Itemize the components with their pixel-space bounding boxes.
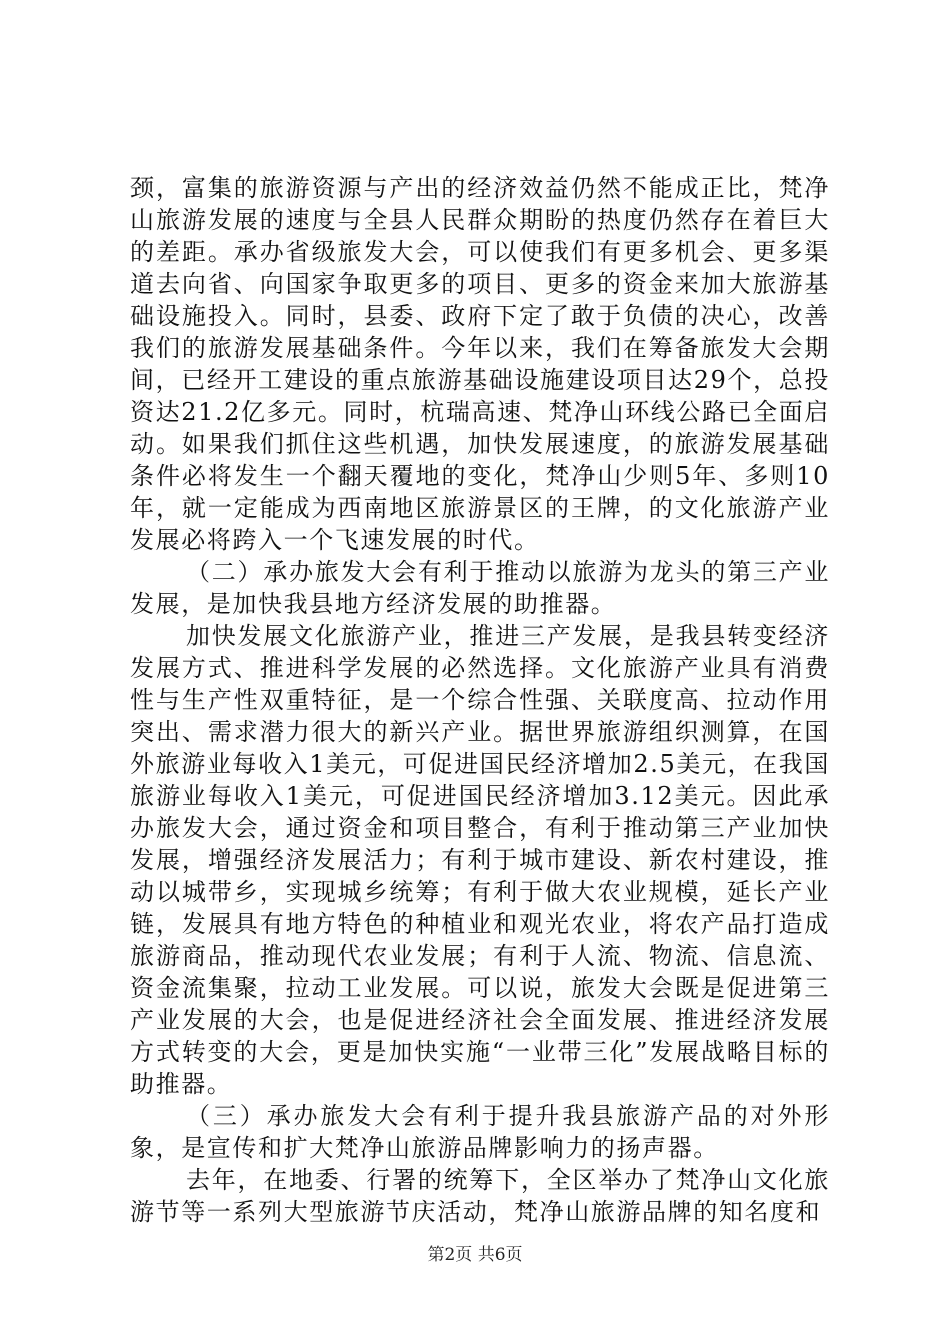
- paragraph-last-year: 去年，在地委、行署的统筹下，全区举办了梵净山文化旅游节等一系列大型旅游节庆活动，梵净山旅游品牌的知名度和: [130, 1166, 830, 1226]
- paragraph-continuation: 颈，富集的旅游资源与产出的经济效益仍然不能成正比，梵净山旅游发展的速度与全县人民群众期盼的热度仍然存在着巨大的差距。承办省级旅发大会，可以使我们有更多机会、更多渠道去向省、向国家争取更多的项目、更多的资金来加大旅游基础设施投入。同时，县委、政府下定了敢于负债的决心，改善我们的旅游发展基础条件。今年以来，我们在筹备旅发大会期间，已经开工建设的重点旅游基础设施建设项目达29个，总投资达21.2亿多元。同时，杭瑞高速、梵净山环线公路已全面启动。如果我们抓住这些机遇，加快发展速度，的旅游发展基础条件必将发生一个翻天覆地的变化，梵净山少则5年、多则10年，就一定能成为西南地区旅游景区的王牌，的文化旅游产业发展必将跨入一个飞速发展的时代。: [130, 174, 830, 554]
- section-heading-three: （三）承办旅发大会有利于提升我县旅游产品的对外形象，是宣传和扩大梵净山旅游品牌影响力的扬声器。: [130, 1102, 830, 1162]
- section-heading-two: （二）承办旅发大会有利于推动以旅游为龙头的第三产业发展，是加快我县地方经济发展的助推器。: [130, 558, 830, 618]
- page-footer: 第2页 共6页: [427, 1245, 523, 1265]
- paragraph-tourism-industry: 加快发展文化旅游产业，推进三产发展，是我县转变经济发展方式、推进科学发展的必然选择。文化旅游产业具有消费性与生产性双重特征，是一个综合性强、关联度高、拉动作用突出、需求潜力很大的新兴产业。据世界旅游组织测算，在国外旅游业每收入1美元，可促进国民经济增加2.5美元，在我国旅游业每收入1美元，可促进国民经济增加3.12美元。因此承办旅发大会，通过资金和项目整合，有利于推动第三产业加快发展，增强经济发展活力；有利于城市建设、新农村建设，推动以城带乡，实现城乡统筹；有利于做大农业规模，延长产业链，发展具有地方特色的种植业和观光农业，将农产品打造成旅游商品，推动现代农业发展；有利于人流、物流、信息流、资金流集聚，拉动工业发展。可以说，旅发大会既是促进第三产业发展的大会，也是促进经济社会全面发展、推进经济发展方式转变的大会，更是加快实施“一业带三化”发展战略目标的助推器。: [130, 622, 830, 1098]
- document-body: [130, 172, 830, 1228]
